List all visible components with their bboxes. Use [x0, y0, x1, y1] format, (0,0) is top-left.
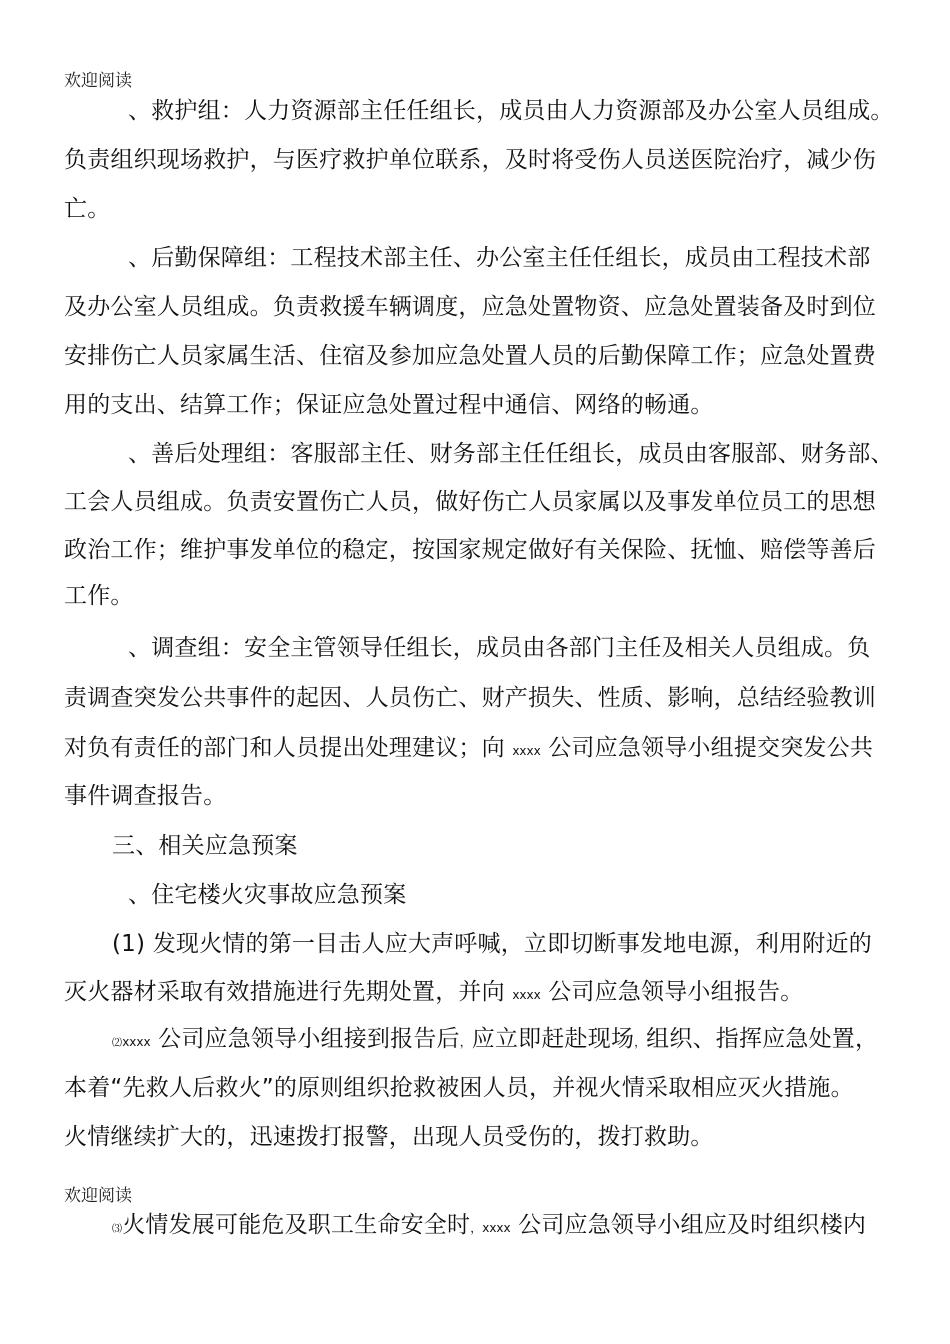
paragraph-line: 本着“先救人后救火”的原则组织抢救被困人员，并视火情采取相应灭火措施。 [64, 1075, 854, 1101]
paragraph-line: 负责组织现场救护，与医疗救护单位联系，及时将受伤人员送医院治疗，减少伤 [64, 147, 876, 173]
line-text: 灭火器材采取有效措施进行先期处置，并向 [64, 979, 513, 1005]
paragraph-line: 工会人员组成。负责安置伤亡人员，做好伤亡人员家属以及事发单位员工的思想 [64, 489, 876, 515]
paragraph-line: 用的支出、结算工作；保证应急处置过程中通信、网络的畅通。 [64, 392, 714, 418]
line-text: 对负有责任的部门和人员提出处理建议；向 [64, 735, 513, 761]
comma: ， [634, 1035, 647, 1049]
page-header: 欢迎阅读 [64, 71, 132, 91]
paragraph-line [112, 1024, 878, 1059]
line-text: 公司应急领导小组提交突发公共 [540, 735, 874, 761]
line-text: 公司应急领导小组接到报告后 [150, 1026, 460, 1052]
placeholder-name: xxxx [512, 744, 541, 758]
section-heading: 三、相关应急预案 [112, 833, 298, 859]
paragraph-line: 、后勤保障组：工程技术部主任、办公室主任任组长，成员由工程技术部 [128, 245, 871, 271]
subsection-heading: 、住宅楼火灾事故应急预案 [128, 882, 407, 908]
paragraph-line [64, 977, 803, 1010]
page-footer: 欢迎阅读 [64, 1186, 132, 1206]
paragraph-line: 工作。 [64, 583, 134, 609]
line-text: 火情发展可能危及职工生命安全时 [122, 1212, 471, 1238]
line-text: 公司应急领导小组报告。 [540, 979, 804, 1005]
paragraph-line [64, 733, 873, 766]
comma: ， [459, 1035, 472, 1049]
placeholder-name: xxxx [482, 1221, 511, 1235]
item-number: ⑶ [112, 1224, 123, 1235]
paragraph-line: 及办公室人员组成。负责救援车辆调度，应急处置物资、应急处置装备及时到位 [64, 294, 876, 320]
paragraph-line: 事件调查报告。 [64, 783, 227, 809]
paragraph-line: 、救护组：人力资源部主任任组长，成员由人力资源部及办公室人员组成。 [128, 98, 894, 124]
paragraph-line: 安排伤亡人员家属生活、住宿及参加应急处置人员的后勤保障工作；应急处置费 [64, 343, 876, 369]
paragraph-line: 火情继续扩大的，迅速拨打报警，出现人员受伤的，拨打救助。 [64, 1124, 714, 1150]
line-text: 组织、指挥应急处置， [646, 1026, 879, 1052]
paragraph-line: 、善后处理组：客服部主任、财务部主任任组长，成员由客服部、财务部、 [128, 441, 894, 467]
paragraph-line [112, 1210, 866, 1245]
line-text: 应立即赶赴现场 [471, 1026, 635, 1052]
paragraph-line: 责调查突发公共事件的起因、人员伤亡、财产损失、性质、影响，总结经验教训 [64, 685, 876, 711]
paragraph-line: (1) 发现火情的第一目击人应大声呼喊，立即切断事发地电源，利用附近的 [112, 931, 872, 957]
item-number: ⑵ [112, 1038, 123, 1049]
line-text: 公司应急领导小组应及时组织楼内 [510, 1212, 867, 1238]
paragraph-line: 政治工作；维护事发单位的稳定，按国家规定做好有关保险、抚恤、赔偿等善后 [64, 537, 876, 563]
placeholder-name: xxxx [512, 988, 541, 1002]
placeholder-name: xxxx [122, 1035, 151, 1049]
comma: ， [470, 1221, 483, 1235]
paragraph-line: 亡。 [64, 196, 111, 222]
paragraph-line: 、调查组：安全主管领导任组长，成员由各部门主任及相关人员组成。负 [128, 635, 871, 661]
